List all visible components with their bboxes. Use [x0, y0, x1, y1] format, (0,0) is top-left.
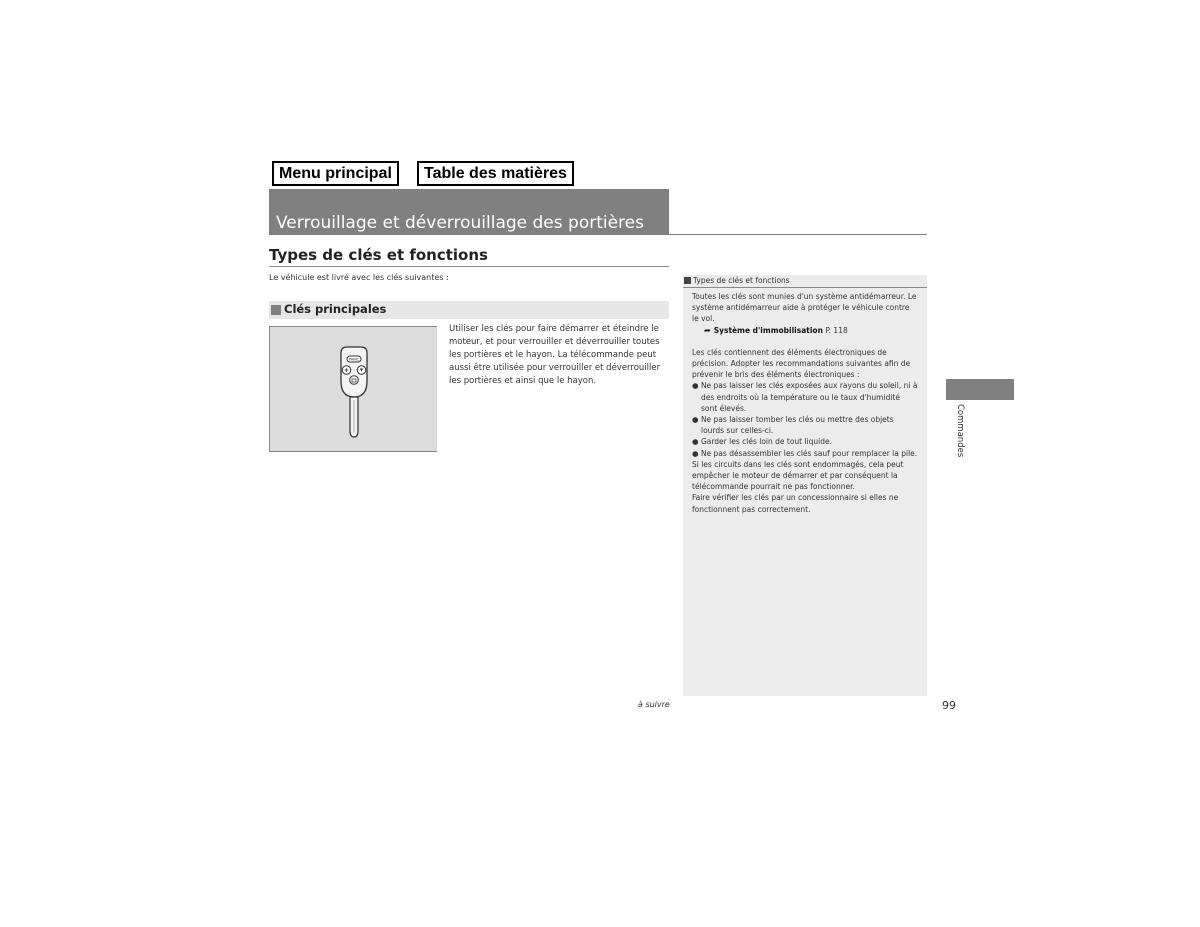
sidebar-paragraph: Si les circuits dans les clés sont endommagés, cela peut empêcher le moteur de démarrer et par conséquent la télécommande pourrait ne pas fonctionner. [692, 459, 904, 492]
section-intro: Le véhicule est livré avec les clés suivantes : [269, 273, 449, 282]
sidebar-paragraph: Toutes les clés sont munies d'un système antidémarreur. Le système antidémarreur aide à protéger le véhicule contre le vol. [692, 292, 917, 324]
continued-note: à suivre [638, 700, 670, 709]
chapter-title: Verrouillage et déverrouillage des portières [276, 213, 644, 233]
key-fob-icon [270, 327, 437, 451]
sidebar-bullet: ● Garder les clés loin de tout liquide. [692, 437, 833, 447]
cross-reference-page: P. 118 [825, 325, 848, 335]
sidebar-paragraph: Les clés contiennent des éléments électroniques de précision. Adopter les recommandations suivantes afin de prévenir le bris des éléments électroniques : [692, 347, 911, 380]
notes-sidebar [683, 275, 927, 696]
sidebar-bullet: ● Ne pas laisser tomber les clés ou mettre des objets lourds sur celles-ci. [692, 415, 894, 436]
cross-reference-label: Système d'immobilisation [713, 325, 823, 335]
svg-text:PANIC: PANIC [349, 357, 359, 362]
sidebar-content [692, 291, 918, 515]
sidebar-bullet: ● Ne pas désassembler les clés sauf pour remplacer la pile. [692, 448, 918, 458]
square-icon [271, 305, 281, 315]
subsection-header [269, 301, 669, 319]
sidebar-bullet: ● Ne pas laisser les clés exposées aux rayons du soleil, ni à des endroits où la température ou le taux d'humidité sont élevés. [692, 381, 918, 413]
chapter-tab-label: Commandes [955, 404, 965, 458]
subsection-title: Clés principales [284, 302, 387, 316]
arrow-reference-icon: ➦ [704, 325, 711, 335]
chapter-header [269, 189, 669, 235]
sidebar-header [683, 275, 927, 288]
page-number: 99 [942, 699, 956, 712]
chapter-tab [946, 379, 1014, 400]
sidebar-paragraph: Faire vérifier les clés par un concessionnaire si elles ne fonctionnent pas correctement. [692, 493, 899, 514]
key-description: Utiliser les clés pour faire démarrer et éteindre le moteur, et pour verrouiller et déverrouiller toutes les portières et le hayon. La télécommande peut aussi être utilisée pour verrouiller et déverrouiller les portières et ainsi que le hayon. [449, 324, 661, 386]
sidebar-header-text: Types de clés et fonctions [693, 276, 790, 285]
table-des-matieres-button[interactable]: Table des matières [417, 161, 574, 186]
note-icon [684, 277, 691, 284]
section-heading: Types de clés et fonctions [269, 246, 669, 267]
chapter-rule [669, 234, 927, 235]
menu-principal-button[interactable]: Menu principal [272, 161, 399, 186]
cross-reference-link[interactable] [692, 325, 918, 336]
key-illustration [269, 326, 437, 452]
